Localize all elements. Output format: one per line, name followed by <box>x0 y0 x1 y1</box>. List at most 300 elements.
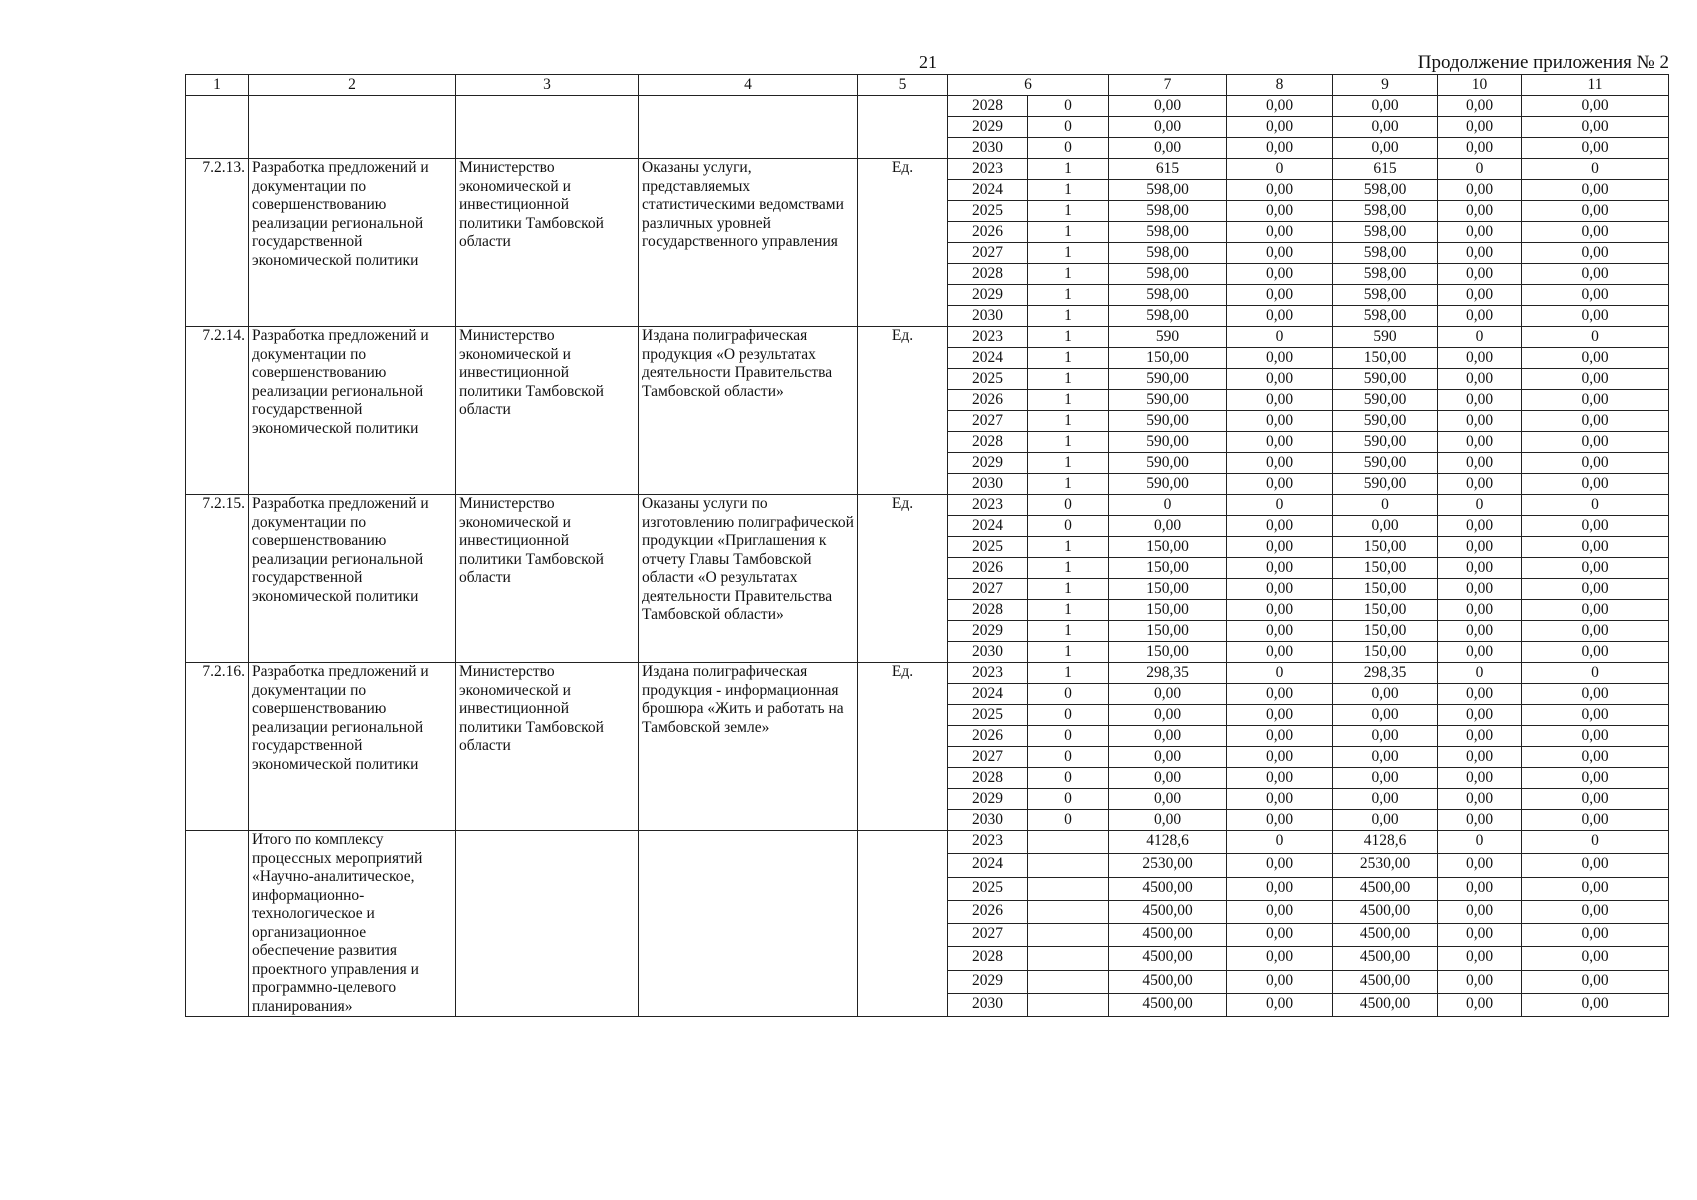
federal-budget-cell: 0 <box>1227 663 1333 684</box>
extra-budget-cell: 0,00 <box>1522 369 1669 390</box>
federal-budget-cell: 0,00 <box>1227 96 1333 117</box>
local-budget-cell: 0,00 <box>1438 970 1522 993</box>
year-cell: 2025 <box>948 537 1028 558</box>
local-budget-cell: 0 <box>1438 159 1522 180</box>
federal-budget-cell: 0,00 <box>1227 600 1333 621</box>
federal-budget-cell: 0,00 <box>1227 348 1333 369</box>
regional-budget-cell: 598,00 <box>1333 285 1438 306</box>
local-budget-cell: 0,00 <box>1438 264 1522 285</box>
column-number: 6 <box>948 75 1109 96</box>
regional-budget-cell: 590,00 <box>1333 369 1438 390</box>
regional-budget-cell: 0,00 <box>1333 789 1438 810</box>
extra-budget-cell: 0,00 <box>1522 285 1669 306</box>
year-cell: 2025 <box>948 705 1028 726</box>
regional-budget-cell: 598,00 <box>1333 243 1438 264</box>
empty-cell <box>249 96 456 159</box>
year-cell: 2030 <box>948 474 1028 495</box>
year-cell: 2028 <box>948 768 1028 789</box>
local-budget-cell: 0,00 <box>1438 222 1522 243</box>
federal-budget-cell: 0,00 <box>1227 854 1333 877</box>
total-cell: 615 <box>1109 159 1227 180</box>
regional-budget-cell: 590,00 <box>1333 453 1438 474</box>
local-budget-cell: 0,00 <box>1438 411 1522 432</box>
total-cell: 598,00 <box>1109 243 1227 264</box>
regional-budget-cell: 0,00 <box>1333 810 1438 831</box>
item-13-row <box>186 159 1669 180</box>
regional-budget-cell: 0,00 <box>1333 768 1438 789</box>
expected-result: Издана полиграфическая продукция «О результатах деятельности Правительства Тамбовской области» <box>639 327 858 495</box>
indicator-value-cell: 1 <box>1028 243 1109 264</box>
year-cell: 2029 <box>948 970 1028 993</box>
extra-budget-cell: 0,00 <box>1522 306 1669 327</box>
extra-budget-cell: 0,00 <box>1522 726 1669 747</box>
year-cell: 2026 <box>948 558 1028 579</box>
regional-budget-cell: 150,00 <box>1333 621 1438 642</box>
total-row <box>186 831 1669 854</box>
indicator-value-cell: 1 <box>1028 222 1109 243</box>
total-cell: 590,00 <box>1109 453 1227 474</box>
extra-budget-cell: 0 <box>1522 663 1669 684</box>
local-budget-cell: 0,00 <box>1438 432 1522 453</box>
local-budget-cell: 0,00 <box>1438 600 1522 621</box>
regional-budget-cell: 598,00 <box>1333 264 1438 285</box>
item-number: 7.2.16. <box>186 663 249 831</box>
extra-budget-cell: 0,00 <box>1522 264 1669 285</box>
extra-budget-cell: 0,00 <box>1522 138 1669 159</box>
extra-budget-cell: 0,00 <box>1522 789 1669 810</box>
extra-budget-cell: 0,00 <box>1522 474 1669 495</box>
regional-budget-cell: 0,00 <box>1333 726 1438 747</box>
regional-budget-cell: 150,00 <box>1333 579 1438 600</box>
federal-budget-cell: 0,00 <box>1227 558 1333 579</box>
total-cell: 0,00 <box>1109 789 1227 810</box>
federal-budget-cell: 0,00 <box>1227 474 1333 495</box>
local-budget-cell: 0,00 <box>1438 348 1522 369</box>
extra-budget-cell: 0,00 <box>1522 747 1669 768</box>
unit-of-measure: Ед. <box>858 159 948 327</box>
column-number: 10 <box>1438 75 1522 96</box>
responsible-executor: Министерство экономической и инвестиционной политики Тамбовской области <box>456 327 639 495</box>
extra-budget-cell: 0 <box>1522 495 1669 516</box>
year-cell: 2027 <box>948 924 1028 947</box>
regional-budget-cell: 4500,00 <box>1333 947 1438 970</box>
regional-budget-cell: 0 <box>1333 495 1438 516</box>
federal-budget-cell: 0,00 <box>1227 264 1333 285</box>
extra-budget-cell: 0,00 <box>1522 432 1669 453</box>
extra-budget-cell: 0,00 <box>1522 621 1669 642</box>
item-16-row <box>186 663 1669 684</box>
federal-budget-cell: 0,00 <box>1227 684 1333 705</box>
extra-budget-cell: 0,00 <box>1522 348 1669 369</box>
extra-budget-cell: 0,00 <box>1522 877 1669 900</box>
year-cell: 2023 <box>948 327 1028 348</box>
extra-budget-cell: 0,00 <box>1522 222 1669 243</box>
regional-budget-cell: 4500,00 <box>1333 900 1438 923</box>
federal-budget-cell: 0,00 <box>1227 768 1333 789</box>
extra-budget-cell: 0,00 <box>1522 854 1669 877</box>
total-cell: 0 <box>1109 495 1227 516</box>
indicator-value-cell: 1 <box>1028 411 1109 432</box>
regional-budget-cell: 0,00 <box>1333 96 1438 117</box>
indicator-value-cell: 1 <box>1028 663 1109 684</box>
unit-of-measure: Ед. <box>858 663 948 831</box>
federal-budget-cell: 0,00 <box>1227 453 1333 474</box>
extra-budget-cell: 0,00 <box>1522 96 1669 117</box>
federal-budget-cell: 0,00 <box>1227 201 1333 222</box>
activity-name: Разработка предложений и документации по совершенствованию реализации региональной государственной экономической политики <box>249 663 456 831</box>
total-cell: 0,00 <box>1109 768 1227 789</box>
indicator-value-cell <box>1028 854 1109 877</box>
column-number: 1 <box>186 75 249 96</box>
indicator-value-cell: 1 <box>1028 600 1109 621</box>
total-cell: 150,00 <box>1109 537 1227 558</box>
local-budget-cell: 0,00 <box>1438 621 1522 642</box>
federal-budget-cell: 0 <box>1227 495 1333 516</box>
expected-result: Оказаны услуги, представляемых статистическими ведомствами различных уровней государственного управления <box>639 159 858 327</box>
column-number: 2 <box>249 75 456 96</box>
local-budget-cell: 0,00 <box>1438 726 1522 747</box>
indicator-value-cell: 1 <box>1028 537 1109 558</box>
local-budget-cell: 0,00 <box>1438 768 1522 789</box>
indicator-value-cell <box>1028 970 1109 993</box>
indicator-value-cell <box>1028 900 1109 923</box>
federal-budget-cell: 0 <box>1227 159 1333 180</box>
regional-budget-cell: 590,00 <box>1333 474 1438 495</box>
indicator-value-cell: 0 <box>1028 768 1109 789</box>
local-budget-cell: 0,00 <box>1438 96 1522 117</box>
indicator-value-cell: 0 <box>1028 747 1109 768</box>
extra-budget-cell: 0,00 <box>1522 558 1669 579</box>
regional-budget-cell: 0,00 <box>1333 705 1438 726</box>
federal-budget-cell: 0,00 <box>1227 789 1333 810</box>
extra-budget-cell: 0,00 <box>1522 117 1669 138</box>
total-cell: 4128,6 <box>1109 831 1227 854</box>
year-cell: 2023 <box>948 159 1028 180</box>
year-cell: 2029 <box>948 117 1028 138</box>
local-budget-cell: 0 <box>1438 495 1522 516</box>
local-budget-cell: 0,00 <box>1438 900 1522 923</box>
item-number: 7.2.15. <box>186 495 249 663</box>
total-cell: 590,00 <box>1109 369 1227 390</box>
total-cell: 150,00 <box>1109 558 1227 579</box>
indicator-value-cell: 0 <box>1028 495 1109 516</box>
regional-budget-cell: 4500,00 <box>1333 970 1438 993</box>
total-cell: 4500,00 <box>1109 947 1227 970</box>
total-cell: 0,00 <box>1109 726 1227 747</box>
regional-budget-cell: 150,00 <box>1333 558 1438 579</box>
regional-budget-cell: 4500,00 <box>1333 993 1438 1016</box>
regional-budget-cell: 590,00 <box>1333 390 1438 411</box>
budget-table <box>185 74 1669 1017</box>
federal-budget-cell: 0,00 <box>1227 579 1333 600</box>
indicator-value-cell: 0 <box>1028 789 1109 810</box>
column-number: 9 <box>1333 75 1438 96</box>
extra-budget-cell: 0,00 <box>1522 642 1669 663</box>
year-cell: 2024 <box>948 180 1028 201</box>
activity-name: Разработка предложений и документации по совершенствованию реализации региональной государственной экономической политики <box>249 159 456 327</box>
indicator-value-cell: 0 <box>1028 516 1109 537</box>
expected-result: Оказаны услуги по изготовлению полиграфической продукции «Приглашения к отчету Главы Тамбовской области «О результатах деятельности Правительства Тамбовской области» <box>639 495 858 663</box>
total-cell: 0,00 <box>1109 705 1227 726</box>
federal-budget-cell: 0,00 <box>1227 924 1333 947</box>
total-cell: 598,00 <box>1109 264 1227 285</box>
appendix-note: Продолжение приложения № 2 <box>1417 52 1669 73</box>
local-budget-cell: 0,00 <box>1438 705 1522 726</box>
total-cell: 598,00 <box>1109 306 1227 327</box>
total-cell: 0,00 <box>1109 138 1227 159</box>
local-budget-cell: 0,00 <box>1438 993 1522 1016</box>
federal-budget-cell: 0,00 <box>1227 117 1333 138</box>
local-budget-cell: 0,00 <box>1438 474 1522 495</box>
total-cell: 4500,00 <box>1109 924 1227 947</box>
column-number: 11 <box>1522 75 1669 96</box>
year-cell: 2027 <box>948 579 1028 600</box>
year-cell: 2026 <box>948 900 1028 923</box>
indicator-value-cell: 1 <box>1028 159 1109 180</box>
unit-of-measure: Ед. <box>858 495 948 663</box>
regional-budget-cell: 590 <box>1333 327 1438 348</box>
federal-budget-cell: 0,00 <box>1227 180 1333 201</box>
extra-budget-cell: 0,00 <box>1522 537 1669 558</box>
year-cell: 2030 <box>948 810 1028 831</box>
extra-budget-cell: 0,00 <box>1522 900 1669 923</box>
local-budget-cell: 0,00 <box>1438 243 1522 264</box>
extra-budget-cell: 0,00 <box>1522 947 1669 970</box>
local-budget-cell: 0,00 <box>1438 516 1522 537</box>
year-cell: 2024 <box>948 684 1028 705</box>
extra-budget-cell: 0,00 <box>1522 390 1669 411</box>
local-budget-cell: 0,00 <box>1438 877 1522 900</box>
indicator-value-cell <box>1028 993 1109 1016</box>
local-budget-cell: 0,00 <box>1438 579 1522 600</box>
local-budget-cell: 0,00 <box>1438 684 1522 705</box>
local-budget-cell: 0,00 <box>1438 180 1522 201</box>
extra-budget-cell: 0,00 <box>1522 684 1669 705</box>
indicator-value-cell: 0 <box>1028 96 1109 117</box>
indicator-value-cell <box>1028 877 1109 900</box>
extra-budget-cell: 0,00 <box>1522 243 1669 264</box>
total-cell: 4500,00 <box>1109 993 1227 1016</box>
extra-budget-cell: 0,00 <box>1522 516 1669 537</box>
extra-budget-cell: 0 <box>1522 831 1669 854</box>
regional-budget-cell: 598,00 <box>1333 180 1438 201</box>
total-cell: 590,00 <box>1109 474 1227 495</box>
federal-budget-cell: 0,00 <box>1227 432 1333 453</box>
local-budget-cell: 0 <box>1438 831 1522 854</box>
year-cell: 2030 <box>948 138 1028 159</box>
local-budget-cell: 0,00 <box>1438 138 1522 159</box>
year-cell: 2029 <box>948 621 1028 642</box>
federal-budget-cell: 0,00 <box>1227 877 1333 900</box>
column-number-row <box>186 75 1669 96</box>
year-cell: 2023 <box>948 663 1028 684</box>
local-budget-cell: 0,00 <box>1438 537 1522 558</box>
total-cell: 150,00 <box>1109 579 1227 600</box>
total-cell: 598,00 <box>1109 201 1227 222</box>
year-cell: 2028 <box>948 96 1028 117</box>
total-label: Итого по комплексу процессных мероприятий «Научно-аналитическое, информационно-технологическое и организационное обеспечение развития проектного управления и программно-целевого планирования» <box>249 831 456 1017</box>
regional-budget-cell: 0,00 <box>1333 684 1438 705</box>
year-cell: 2023 <box>948 831 1028 854</box>
regional-budget-cell: 4500,00 <box>1333 877 1438 900</box>
regional-budget-cell: 150,00 <box>1333 348 1438 369</box>
column-number: 8 <box>1227 75 1333 96</box>
local-budget-cell: 0,00 <box>1438 558 1522 579</box>
regional-budget-cell: 598,00 <box>1333 306 1438 327</box>
empty-cell <box>456 831 639 1017</box>
year-cell: 2024 <box>948 854 1028 877</box>
unit-of-measure: Ед. <box>858 327 948 495</box>
federal-budget-cell: 0 <box>1227 327 1333 348</box>
total-cell: 150,00 <box>1109 642 1227 663</box>
extra-budget-cell: 0 <box>1522 327 1669 348</box>
local-budget-cell: 0,00 <box>1438 924 1522 947</box>
extra-budget-cell: 0,00 <box>1522 201 1669 222</box>
year-cell: 2028 <box>948 600 1028 621</box>
expected-result: Издана полиграфическая продукция - информационная брошюра «Жить и работать на Тамбовской земле» <box>639 663 858 831</box>
extra-budget-cell: 0,00 <box>1522 180 1669 201</box>
responsible-executor: Министерство экономической и инвестиционной политики Тамбовской области <box>456 159 639 327</box>
regional-budget-cell: 298,35 <box>1333 663 1438 684</box>
federal-budget-cell: 0,00 <box>1227 993 1333 1016</box>
indicator-value-cell: 0 <box>1028 810 1109 831</box>
activity-name: Разработка предложений и документации по совершенствованию реализации региональной государственной экономической политики <box>249 327 456 495</box>
indicator-value-cell: 1 <box>1028 285 1109 306</box>
local-budget-cell: 0,00 <box>1438 285 1522 306</box>
total-cell: 298,35 <box>1109 663 1227 684</box>
indicator-value-cell: 1 <box>1028 579 1109 600</box>
federal-budget-cell: 0,00 <box>1227 705 1333 726</box>
extra-budget-cell: 0,00 <box>1522 411 1669 432</box>
total-cell: 4500,00 <box>1109 970 1227 993</box>
indicator-value-cell: 1 <box>1028 264 1109 285</box>
extra-budget-cell: 0,00 <box>1522 993 1669 1016</box>
local-budget-cell: 0,00 <box>1438 369 1522 390</box>
column-number: 4 <box>639 75 858 96</box>
federal-budget-cell: 0,00 <box>1227 411 1333 432</box>
indicator-value-cell: 1 <box>1028 306 1109 327</box>
responsible-executor: Министерство экономической и инвестиционной политики Тамбовской области <box>456 495 639 663</box>
local-budget-cell: 0,00 <box>1438 789 1522 810</box>
extra-budget-cell: 0,00 <box>1522 600 1669 621</box>
federal-budget-cell: 0,00 <box>1227 243 1333 264</box>
federal-budget-cell: 0,00 <box>1227 947 1333 970</box>
indicator-value-cell <box>1028 831 1109 854</box>
local-budget-cell: 0,00 <box>1438 390 1522 411</box>
federal-budget-cell: 0,00 <box>1227 900 1333 923</box>
federal-budget-cell: 0,00 <box>1227 222 1333 243</box>
year-cell: 2026 <box>948 726 1028 747</box>
indicator-value-cell: 1 <box>1028 348 1109 369</box>
year-cell: 2030 <box>948 993 1028 1016</box>
total-cell: 0,00 <box>1109 747 1227 768</box>
item-15-row <box>186 495 1669 516</box>
indicator-value-cell <box>1028 947 1109 970</box>
total-cell: 150,00 <box>1109 621 1227 642</box>
item-14-row <box>186 327 1669 348</box>
year-cell: 2023 <box>948 495 1028 516</box>
indicator-value-cell: 1 <box>1028 369 1109 390</box>
year-cell: 2024 <box>948 348 1028 369</box>
page-number: 21 <box>919 52 937 72</box>
total-cell: 2530,00 <box>1109 854 1227 877</box>
total-cell: 0,00 <box>1109 117 1227 138</box>
year-cell: 2028 <box>948 947 1028 970</box>
federal-budget-cell: 0,00 <box>1227 810 1333 831</box>
federal-budget-cell: 0,00 <box>1227 285 1333 306</box>
federal-budget-cell: 0,00 <box>1227 537 1333 558</box>
year-cell: 2025 <box>948 877 1028 900</box>
total-cell: 598,00 <box>1109 222 1227 243</box>
regional-budget-cell: 0,00 <box>1333 138 1438 159</box>
year-cell: 2027 <box>948 411 1028 432</box>
regional-budget-cell: 0,00 <box>1333 747 1438 768</box>
federal-budget-cell: 0 <box>1227 831 1333 854</box>
regional-budget-cell: 4128,6 <box>1333 831 1438 854</box>
total-cell: 590,00 <box>1109 390 1227 411</box>
year-cell: 2025 <box>948 369 1028 390</box>
indicator-value-cell: 1 <box>1028 474 1109 495</box>
local-budget-cell: 0,00 <box>1438 747 1522 768</box>
responsible-executor: Министерство экономической и инвестиционной политики Тамбовской области <box>456 663 639 831</box>
indicator-value-cell: 0 <box>1028 684 1109 705</box>
local-budget-cell: 0,00 <box>1438 947 1522 970</box>
year-cell: 2030 <box>948 642 1028 663</box>
regional-budget-cell: 150,00 <box>1333 600 1438 621</box>
indicator-value-cell: 0 <box>1028 726 1109 747</box>
indicator-value-cell: 1 <box>1028 201 1109 222</box>
year-cell: 2030 <box>948 306 1028 327</box>
column-number: 7 <box>1109 75 1227 96</box>
column-number: 3 <box>456 75 639 96</box>
federal-budget-cell: 0,00 <box>1227 642 1333 663</box>
federal-budget-cell: 0,00 <box>1227 970 1333 993</box>
regional-budget-cell: 598,00 <box>1333 222 1438 243</box>
extra-budget-cell: 0,00 <box>1522 970 1669 993</box>
extra-budget-cell: 0,00 <box>1522 579 1669 600</box>
total-cell: 598,00 <box>1109 285 1227 306</box>
empty-cell <box>186 96 249 159</box>
extra-budget-cell: 0,00 <box>1522 453 1669 474</box>
year-cell: 2024 <box>948 516 1028 537</box>
extra-budget-cell: 0 <box>1522 159 1669 180</box>
local-budget-cell: 0,00 <box>1438 201 1522 222</box>
regional-budget-cell: 615 <box>1333 159 1438 180</box>
local-budget-cell: 0,00 <box>1438 642 1522 663</box>
year-cell: 2028 <box>948 264 1028 285</box>
year-cell: 2026 <box>948 390 1028 411</box>
regional-budget-cell: 2530,00 <box>1333 854 1438 877</box>
year-cell: 2029 <box>948 285 1028 306</box>
indicator-value-cell: 0 <box>1028 705 1109 726</box>
empty-cell <box>186 831 249 1017</box>
local-budget-cell: 0,00 <box>1438 117 1522 138</box>
regional-budget-cell: 4500,00 <box>1333 924 1438 947</box>
total-cell: 590,00 <box>1109 432 1227 453</box>
federal-budget-cell: 0,00 <box>1227 747 1333 768</box>
activity-name: Разработка предложений и документации по совершенствованию реализации региональной государственной экономической политики <box>249 495 456 663</box>
federal-budget-cell: 0,00 <box>1227 306 1333 327</box>
total-cell: 0,00 <box>1109 96 1227 117</box>
federal-budget-cell: 0,00 <box>1227 516 1333 537</box>
indicator-value-cell: 0 <box>1028 138 1109 159</box>
federal-budget-cell: 0,00 <box>1227 138 1333 159</box>
total-cell: 4500,00 <box>1109 900 1227 923</box>
year-cell: 2025 <box>948 201 1028 222</box>
federal-budget-cell: 0,00 <box>1227 726 1333 747</box>
column-number: 5 <box>858 75 948 96</box>
indicator-value-cell: 1 <box>1028 432 1109 453</box>
